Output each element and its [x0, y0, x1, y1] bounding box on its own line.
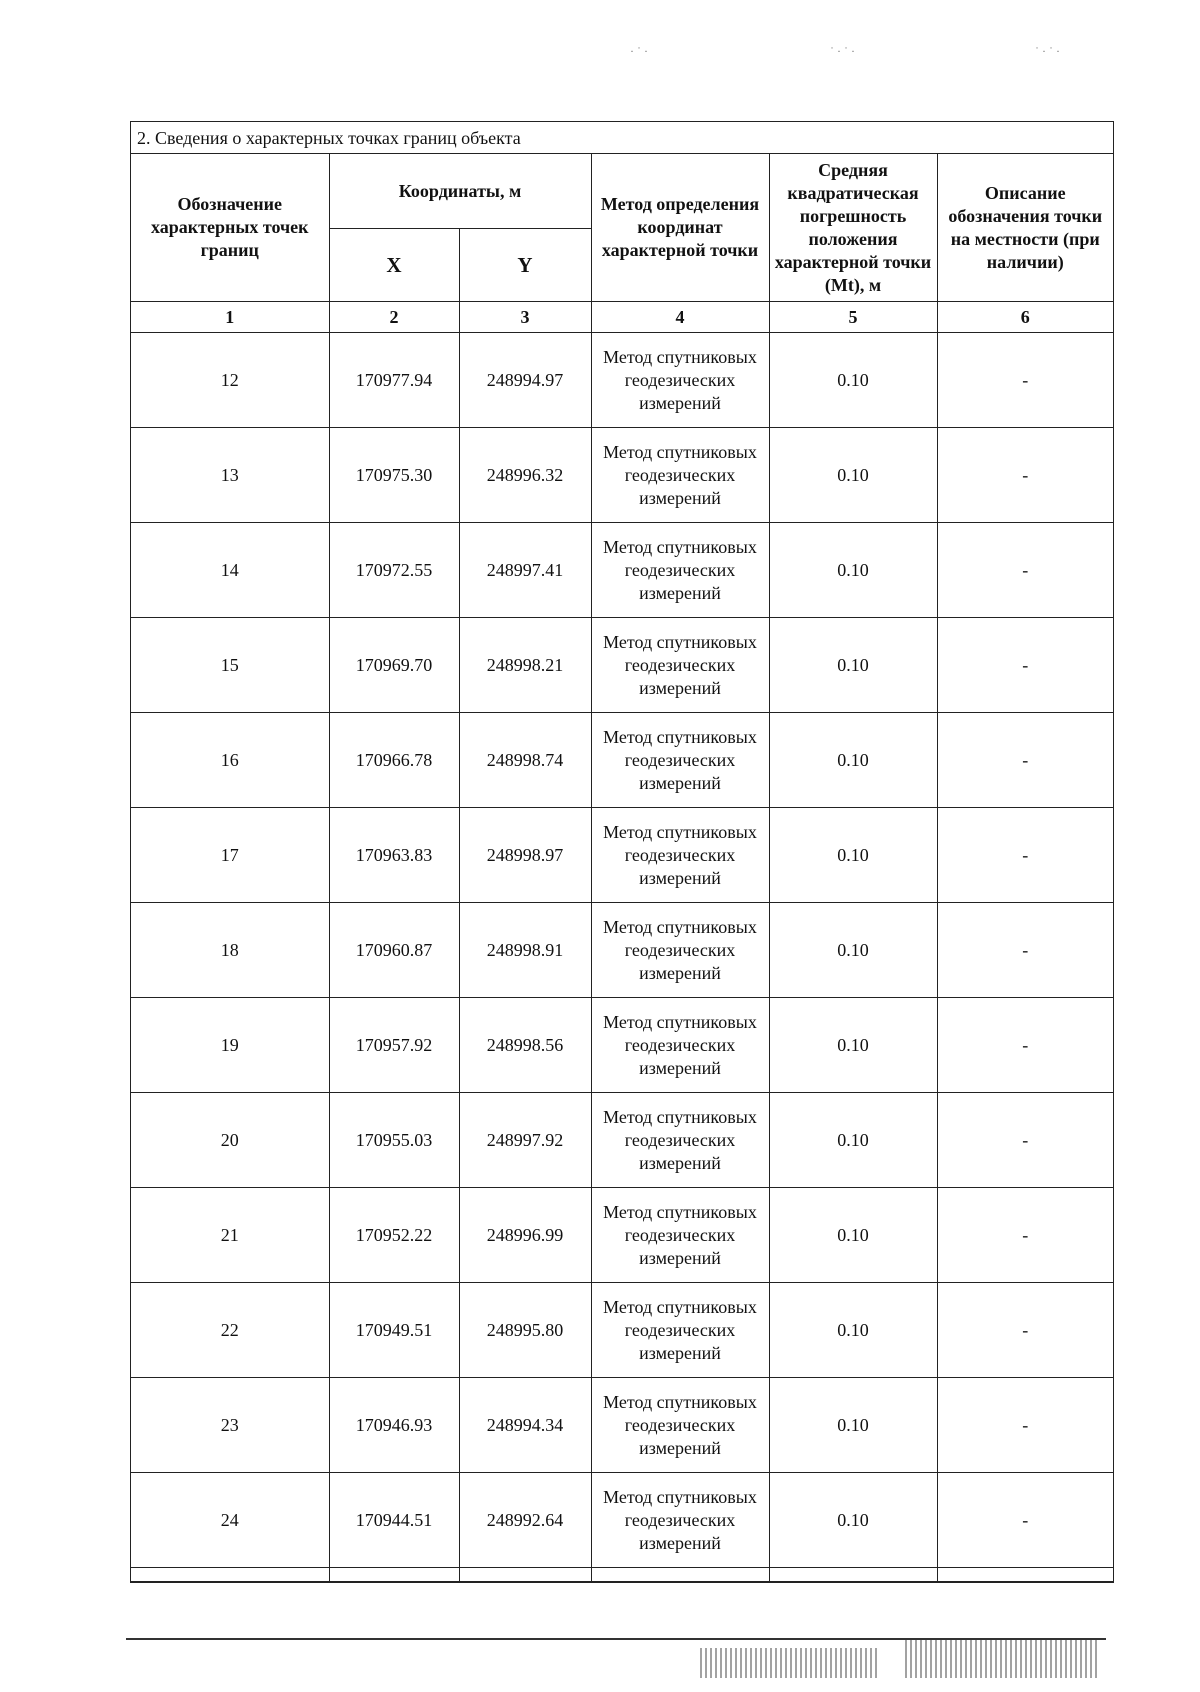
method-cell: Метод спутниковых геодезических измерений: [591, 713, 769, 808]
column-number: 3: [459, 302, 591, 333]
empty-cell: [591, 1568, 769, 1582]
method-cell: Метод спутниковых геодезических измерений: [591, 428, 769, 523]
point-number: 15: [131, 618, 329, 713]
point-number: 17: [131, 808, 329, 903]
header-description: Описание обозначения точки на местности (при наличии): [937, 154, 1113, 302]
coord-y: 248997.41: [459, 523, 591, 618]
mt-value: 0.10: [769, 333, 937, 428]
mt-value: 0.10: [769, 1473, 937, 1568]
coord-y: 248994.34: [459, 1378, 591, 1473]
column-number: 1: [131, 302, 329, 333]
coord-x: 170949.51: [329, 1283, 459, 1378]
header-designation: Обозначение характерных точек границ: [131, 154, 329, 302]
method-cell: Метод спутниковых геодезических измерений: [591, 1473, 769, 1568]
coord-y: 248998.56: [459, 998, 591, 1093]
method-cell: Метод спутниковых геодезических измерений: [591, 333, 769, 428]
table-row: [131, 903, 1113, 998]
coord-x: 170952.22: [329, 1188, 459, 1283]
table-row: [131, 1378, 1113, 1473]
table-row: [131, 428, 1113, 523]
empty-cell: [769, 1568, 937, 1582]
header-error: Средняя квадратическая погрешность положения характерной точки (Mt), м: [769, 154, 937, 302]
table-tail-row: [131, 1568, 1113, 1582]
points-table-frame: [130, 121, 1114, 1583]
coord-y: 248996.32: [459, 428, 591, 523]
header-x: X: [329, 229, 459, 302]
coord-x: 170946.93: [329, 1378, 459, 1473]
point-number: 13: [131, 428, 329, 523]
coord-x: 170963.83: [329, 808, 459, 903]
column-number: 4: [591, 302, 769, 333]
scan-noise: [905, 1640, 1100, 1678]
point-number: 12: [131, 333, 329, 428]
coord-y: 248994.97: [459, 333, 591, 428]
point-number: 22: [131, 1283, 329, 1378]
empty-cell: [329, 1568, 459, 1582]
method-cell: Метод спутниковых геодезических измерений: [591, 998, 769, 1093]
mt-value: 0.10: [769, 1188, 937, 1283]
coord-x: 170972.55: [329, 523, 459, 618]
description-cell: -: [937, 1093, 1113, 1188]
description-cell: -: [937, 713, 1113, 808]
coord-x: 170957.92: [329, 998, 459, 1093]
point-number: 18: [131, 903, 329, 998]
method-cell: Метод спутниковых геодезических измерений: [591, 903, 769, 998]
point-number: 24: [131, 1473, 329, 1568]
mt-value: 0.10: [769, 1283, 937, 1378]
table-row: [131, 1283, 1113, 1378]
description-cell: -: [937, 523, 1113, 618]
method-cell: Метод спутниковых геодезических измерений: [591, 808, 769, 903]
point-number: 19: [131, 998, 329, 1093]
table-row: [131, 1093, 1113, 1188]
coord-x: 170975.30: [329, 428, 459, 523]
header-method: Метод определения координат характерной точки: [591, 154, 769, 302]
point-number: 16: [131, 713, 329, 808]
mt-value: 0.10: [769, 523, 937, 618]
empty-cell: [459, 1568, 591, 1582]
description-cell: -: [937, 903, 1113, 998]
description-cell: -: [937, 1188, 1113, 1283]
method-cell: Метод спутниковых геодезических измерений: [591, 1093, 769, 1188]
point-number: 14: [131, 523, 329, 618]
mt-value: 0.10: [769, 1378, 937, 1473]
table-row: [131, 333, 1113, 428]
coord-x: 170955.03: [329, 1093, 459, 1188]
coord-y: 248998.21: [459, 618, 591, 713]
description-cell: -: [937, 808, 1113, 903]
coord-y: 248997.92: [459, 1093, 591, 1188]
column-number: 6: [937, 302, 1113, 333]
column-number: 5: [769, 302, 937, 333]
mt-value: 0.10: [769, 903, 937, 998]
scan-noise: [700, 1648, 880, 1678]
table-row: [131, 523, 1113, 618]
method-cell: Метод спутниковых геодезических измерений: [591, 618, 769, 713]
column-number-row: [131, 302, 1113, 333]
column-number: 2: [329, 302, 459, 333]
description-cell: -: [937, 1378, 1113, 1473]
coord-y: 248998.74: [459, 713, 591, 808]
coord-x: 170944.51: [329, 1473, 459, 1568]
mt-value: 0.10: [769, 998, 937, 1093]
table-row: [131, 1188, 1113, 1283]
coord-y: 248995.80: [459, 1283, 591, 1378]
table-row: [131, 713, 1113, 808]
table-row: [131, 808, 1113, 903]
mt-value: 0.10: [769, 1093, 937, 1188]
mt-value: 0.10: [769, 428, 937, 523]
coord-x: 170966.78: [329, 713, 459, 808]
scan-speck: ˙ · ˙ ·: [830, 44, 855, 58]
method-cell: Метод спутниковых геодезических измерений: [591, 1283, 769, 1378]
point-number: 21: [131, 1188, 329, 1283]
description-cell: -: [937, 998, 1113, 1093]
scan-speck: · ˙ ·: [630, 44, 648, 58]
coord-y: 248992.64: [459, 1473, 591, 1568]
coord-x: 170960.87: [329, 903, 459, 998]
empty-cell: [131, 1568, 329, 1582]
points-table: [131, 154, 1113, 1582]
scan-speck: ˙ · ˙ ·: [1035, 44, 1060, 58]
method-cell: Метод спутниковых геодезических измерений: [591, 523, 769, 618]
coord-y: 248996.99: [459, 1188, 591, 1283]
point-number: 23: [131, 1378, 329, 1473]
method-cell: Метод спутниковых геодезических измерений: [591, 1188, 769, 1283]
header-coordinates: Координаты, м: [329, 154, 591, 229]
mt-value: 0.10: [769, 808, 937, 903]
empty-cell: [937, 1568, 1113, 1582]
header-y: Y: [459, 229, 591, 302]
description-cell: -: [937, 333, 1113, 428]
mt-value: 0.10: [769, 713, 937, 808]
point-number: 20: [131, 1093, 329, 1188]
table-row: [131, 998, 1113, 1093]
method-cell: Метод спутниковых геодезических измерений: [591, 1378, 769, 1473]
table-row: [131, 1473, 1113, 1568]
coord-y: 248998.91: [459, 903, 591, 998]
description-cell: -: [937, 428, 1113, 523]
mt-value: 0.10: [769, 618, 937, 713]
coord-y: 248998.97: [459, 808, 591, 903]
table-row: [131, 618, 1113, 713]
description-cell: -: [937, 618, 1113, 713]
description-cell: -: [937, 1283, 1113, 1378]
section-title: 2. Сведения о характерных точках границ объекта: [131, 122, 1113, 154]
header-row: [131, 154, 1113, 229]
coord-x: 170969.70: [329, 618, 459, 713]
coord-x: 170977.94: [329, 333, 459, 428]
description-cell: -: [937, 1473, 1113, 1568]
